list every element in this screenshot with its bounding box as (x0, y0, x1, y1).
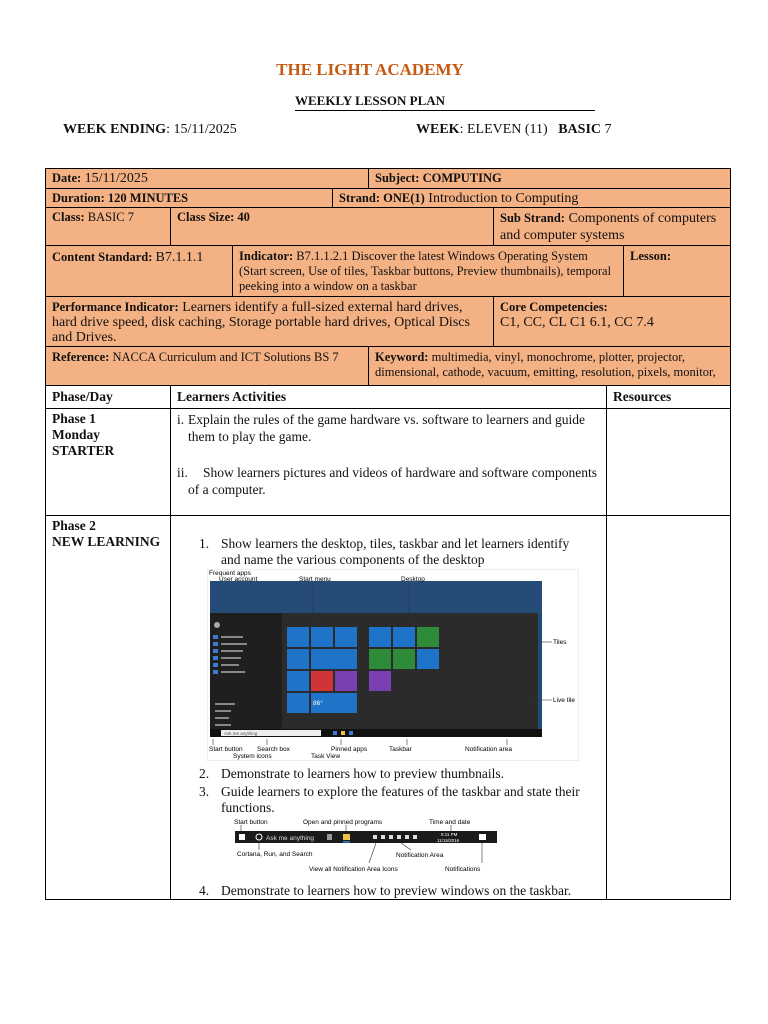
sub-strand-cell (493, 207, 731, 246)
item-text: Demonstrate to learners how to preview windows on the taskbar. (221, 883, 572, 898)
phase1-cell (45, 408, 171, 516)
reference-cell (45, 346, 369, 386)
callout-view-all: View all Notification Area Icons (309, 866, 398, 873)
desktop-screenshot (207, 569, 579, 761)
phase2-activities (170, 515, 607, 900)
week-ending-label: WEEK ENDING (63, 122, 167, 137)
taskbar-screenshot (231, 817, 501, 877)
callout-notification-area: Notification area (465, 746, 512, 753)
class-label: Class: (52, 210, 85, 224)
col-header-activities: Learners Activities (170, 385, 607, 409)
callout-search-box: Search box (257, 746, 290, 753)
list-item (177, 411, 597, 445)
core-competencies-cell (493, 296, 731, 347)
pinned-folder-icon (343, 834, 350, 840)
class-size-label: Class Size: 40 (177, 210, 250, 224)
document-title: WEEKLY LESSON PLAN (295, 93, 595, 111)
phase1-line2: Monday (52, 427, 101, 442)
content-standard-cell (45, 245, 233, 297)
week-ending-line (63, 122, 237, 138)
taskbar-clock-time: 5:11 PM (441, 832, 458, 837)
callout-notification-area: Notification Area (396, 852, 444, 859)
duration-label: Duration: 120 MINUTES (52, 191, 189, 205)
school-name: THE LIGHT ACADEMY (276, 60, 464, 79)
content-standard-label: Content Standard: (52, 250, 153, 264)
callout-tiles: Tiles (553, 639, 567, 646)
core-value: C1, CC, CL C1 6.1, CC 7.4 (500, 315, 654, 330)
callout-time-date: Time and date (429, 819, 471, 826)
date-cell (45, 168, 369, 189)
callout-cortana: Cortana, Run, and Search (237, 851, 313, 858)
week-ending-value: : 15/11/2025 (166, 122, 237, 137)
class-size-cell (170, 207, 494, 246)
taskbar-search-text: Ask me anything (266, 835, 315, 842)
search-box-text: Ask me anything (224, 731, 258, 736)
phase1-activities (170, 408, 607, 516)
sub-strand-label: Sub Strand: (500, 211, 565, 225)
item-text: Show learners pictures and videos of hardware and software components of a computer. (188, 465, 597, 497)
strand-label: Strand: ONE(1) (339, 191, 425, 205)
item-number: 1. (199, 536, 210, 551)
reference-value: NACCA Curriculum and ICT Solutions BS 7 (109, 350, 339, 364)
keyword-cell (368, 346, 731, 386)
callout-task-view: Task View (311, 753, 341, 760)
sub-strand-value: Components of computers and computer systems (500, 211, 717, 243)
phase2-resources (606, 515, 731, 900)
item-number: i. (177, 412, 185, 427)
keyword-label: Keyword: (375, 350, 429, 364)
reference-label: Reference: (52, 350, 110, 364)
phase1-resources (606, 408, 731, 516)
lesson-cell (623, 245, 731, 297)
duration-cell (45, 188, 333, 208)
col-header-resources: Resources (606, 385, 731, 409)
strand-cell (332, 188, 731, 208)
core-label: Core Competencies: (500, 300, 608, 314)
col-header-phase: Phase/Day (45, 385, 171, 409)
list-item (177, 464, 597, 498)
basic-label: BASIC (558, 122, 601, 137)
indicator-value: B7.1.1.2.1 Discover the latest Windows Operating System (Start screen, Use of tiles, Taskbar buttons, Preview thumbnails), temporal peeking into a window on a taskbar (239, 249, 612, 293)
strand-value: Introduction to Computing (424, 191, 579, 206)
callout-frequent-apps: Frequent apps (209, 570, 251, 577)
keyword-value: multimedia, vinyl, monochrome, plotter, projector, dimensional, cathode, vacuum, emitting, resolution, pixels, monitor, (375, 350, 716, 379)
phase2-line1: Phase 2 (52, 518, 96, 533)
class-value: BASIC 7 (84, 210, 134, 224)
callout-start-menu: Start menu (299, 576, 331, 583)
callout-desktop: Desktop (401, 576, 425, 583)
date-label: Date: (52, 171, 82, 185)
live-tile-weather: 86° (313, 700, 323, 707)
start-button-icon (239, 834, 245, 840)
callout-open-pinned: Open and pinned programs (303, 819, 383, 826)
phase2-line2: NEW LEARNING (52, 534, 161, 549)
callout-user-account: User account (219, 576, 258, 583)
item-text: Explain the rules of the game hardware vs. software to learners and guide them to play the game. (188, 412, 585, 444)
indicator-cell (232, 245, 624, 297)
item-number: 2. (199, 766, 210, 781)
item-text: Guide learners to explore the features of the taskbar and state their functions. (221, 784, 580, 815)
class-cell (45, 207, 171, 246)
item-number: ii. (177, 465, 188, 480)
week-value: : ELEVEN (11) (459, 122, 548, 137)
notifications-icon (479, 834, 486, 840)
indicator-label: Indicator: (239, 249, 294, 263)
taskbar-clock-date: 11/15/2016 (437, 838, 460, 843)
item-number: 3. (199, 784, 210, 799)
callout-system-icons: System icons (233, 753, 272, 760)
callout-start-button: Start button (209, 746, 243, 753)
performance-cell (45, 296, 494, 347)
week-line (416, 122, 612, 138)
date-value: 15/11/2025 (81, 171, 148, 186)
callout-live-tile: Live tile (553, 697, 576, 704)
item-number: 4. (199, 883, 210, 898)
phase2-cell (45, 515, 171, 900)
callout-pinned-apps: Pinned apps (331, 746, 368, 753)
subject-cell (368, 168, 731, 189)
item-text: Demonstrate to learners how to preview thumbnails. (221, 766, 505, 781)
basic-value: 7 (601, 122, 612, 137)
item-text: Show learners the desktop, tiles, taskbar and let learners identify and name the various components of the desktop (221, 536, 570, 567)
subject-label: Subject: COMPUTING (375, 171, 502, 185)
callout-notifications: Notifications (445, 866, 481, 873)
phase1-line1: Phase 1 (52, 411, 96, 426)
performance-value: Learners identify a full-sized external hard drives, hard drive speed, disk caching, Storage portable hard drives, Optical Discs and Drives. (52, 300, 470, 345)
callout-start-button: Start button (234, 819, 268, 826)
callout-taskbar: Taskbar (389, 746, 412, 753)
performance-label: Performance Indicator: (52, 300, 179, 314)
phase1-line3: STARTER (52, 443, 115, 458)
week-label: WEEK (416, 122, 460, 137)
lesson-label: Lesson: (630, 249, 671, 263)
content-standard-value: B7.1.1.1 (155, 250, 204, 265)
